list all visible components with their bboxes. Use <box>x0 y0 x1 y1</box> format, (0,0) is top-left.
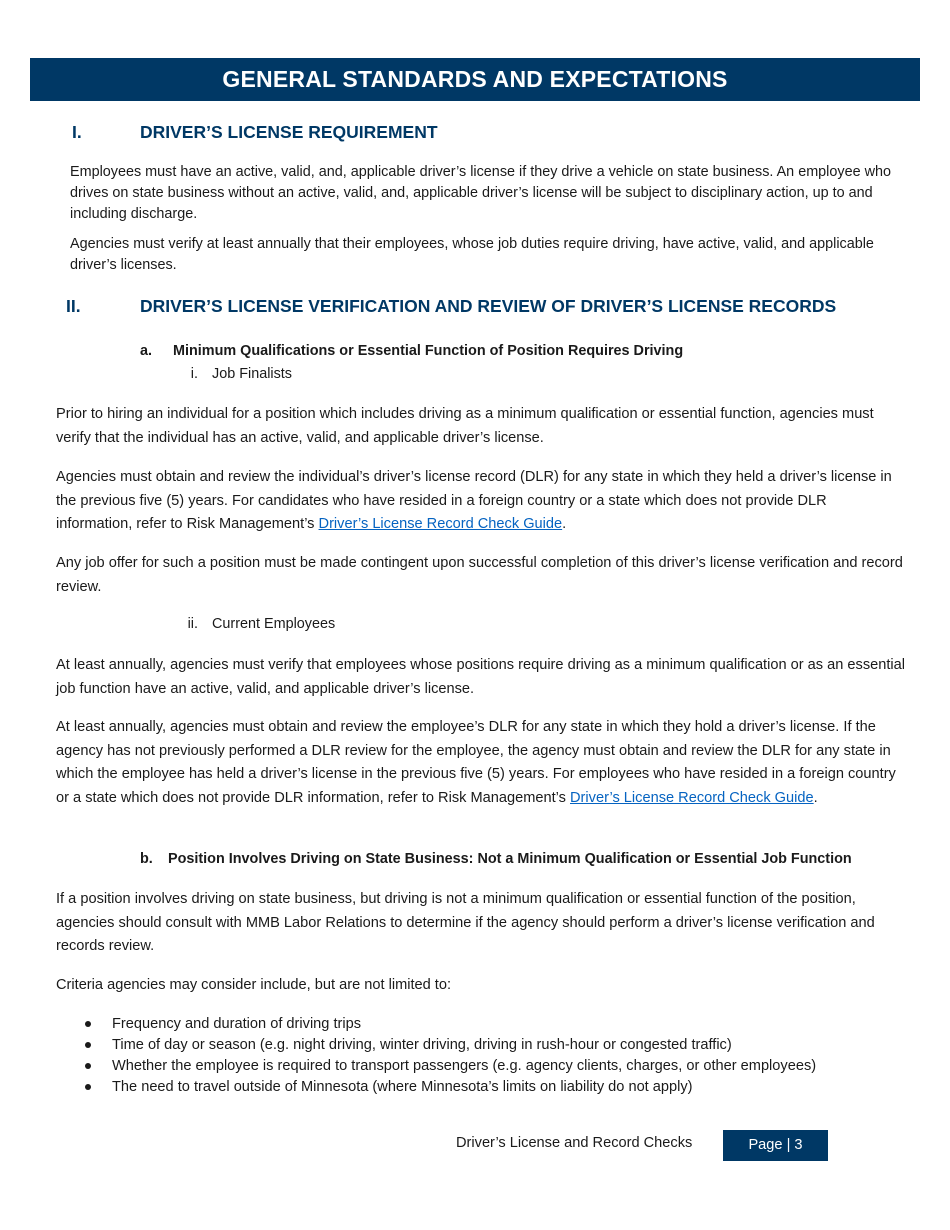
list-item-text: Frequency and duration of driving trips <box>112 1016 362 1032</box>
bullet-icon <box>85 1042 91 1048</box>
dlr-check-guide-link[interactable]: Driver’s License Record Check Guide <box>318 516 563 532</box>
dlr-check-guide-link[interactable]: Driver’s License Record Check Guide <box>570 789 814 806</box>
current-employees-paragraph-2 <box>56 716 906 810</box>
list-item-text: Whether the employee is required to transport passengers (e.g. agency clients, charges, or other employees) <box>112 1058 817 1074</box>
job-finalists-paragraph-2-text: Agencies must obtain and review the individual’s driver’s license record (DLR) for any state in which they held a driver’s license in the previous five (5) years. For candidates who have resided in a foreign country or a state which does not provide DLR information, refer to Risk Management’s <box>56 469 892 532</box>
footer-document-title: Driver’s License and Record Checks <box>456 1135 693 1151</box>
section-1-paragraph-2: Agencies must verify at least annually that their employees, whose job duties require driving, have active, valid, and applicable driver’s licenses. <box>70 236 874 273</box>
section-banner: GENERAL STANDARDS AND EXPECTATIONS <box>30 58 920 101</box>
bullet-icon <box>85 1084 91 1090</box>
current-employees-paragraph-1: At least annually, agencies must verify that employees whose positions require driving as a minimum qualification or as an essential job function have an active, valid, and applicable driver’s license. <box>56 657 906 697</box>
section-2-number: II. <box>66 296 81 316</box>
bullet-icon <box>85 1021 91 1027</box>
criteria-list <box>56 1014 816 1098</box>
list-item <box>56 1014 816 1035</box>
list-item-text: Time of day or season (e.g. night driving, winter driving, driving in rush-hour or congested traffic) <box>112 1037 732 1053</box>
subsection-b-title: Position Involves Driving on State Business: Not a Minimum Qualification or Essential Job Function <box>168 851 852 867</box>
job-finalists-paragraph-2-end: . <box>562 516 567 532</box>
page-number: Page | 3 <box>723 1130 828 1161</box>
item-ii-numeral: ii. <box>187 616 198 632</box>
subsection-b-heading <box>140 851 852 867</box>
bullet-icon <box>85 1063 91 1069</box>
subsection-b-paragraph-1: If a position involves driving on state business, but driving is not a minimum qualification or essential function of the position, agencies should consult with MMB Labor Relations to determine if the agency should perform a driver’s license verification and records review. <box>56 891 875 954</box>
list-item-text: The need to travel outside of Minnesota (where Minnesota’s limits on liability do not apply) <box>112 1079 693 1095</box>
section-1-heading <box>0 122 950 146</box>
list-item <box>56 1056 816 1077</box>
subsection-a-letter: a. <box>140 343 153 359</box>
item-ii-label: Current Employees <box>212 616 336 632</box>
section-1-title: DRIVER’S LICENSE REQUIREMENT <box>140 122 438 142</box>
item-i-label: Job Finalists <box>212 366 292 382</box>
list-item <box>56 1035 816 1056</box>
subsection-a-title: Minimum Qualifications or Essential Function of Position Requires Driving <box>173 343 684 359</box>
section-1-number: I. <box>72 122 82 142</box>
item-i-heading <box>172 366 292 382</box>
section-2-title: DRIVER’S LICENSE VERIFICATION AND REVIEW OF DRIVER’S LICENSE RECORDS <box>140 296 837 316</box>
job-finalists-paragraph-2 <box>56 466 906 537</box>
subsection-b-paragraph-2: Criteria agencies may consider include, but are not limited to: <box>56 977 452 993</box>
item-ii-heading <box>172 616 335 632</box>
subsection-b-letter: b. <box>140 851 153 867</box>
list-item <box>56 1077 816 1098</box>
current-employees-paragraph-2-end: . <box>813 789 818 806</box>
job-finalists-paragraph-1: Prior to hiring an individual for a position which includes driving as a minimum qualification or essential function, agencies must verify that the individual has an active, valid, and applicable driver’s license. <box>56 406 874 446</box>
subsection-a-heading <box>140 343 683 359</box>
section-2-heading <box>0 296 950 320</box>
current-employees-paragraph-2-text: At least annually, agencies must obtain and review the employee’s DLR for any state in which they hold a driver’s license. If the agency has not previously performed a DLR review for the employee, the agency must obtain and review the DLR for any state in which the employee has held a driver’s license in the previous five (5) years. For employees who have resided in a foreign country or a state which does not provide DLR information, refer to Risk Management’s <box>56 719 896 806</box>
item-i-numeral: i. <box>190 366 198 382</box>
section-1-paragraph-1: Employees must have an active, valid, and, applicable driver’s license if they drive a vehicle on state business. An employee who drives on state business without an active, valid, and, applicable driver’s license will be subject to disciplinary action, up to and including discharge. <box>70 164 891 222</box>
job-finalists-paragraph-3: Any job offer for such a position must be made contingent upon successful completion of this driver’s license verification and record review. <box>56 555 903 595</box>
